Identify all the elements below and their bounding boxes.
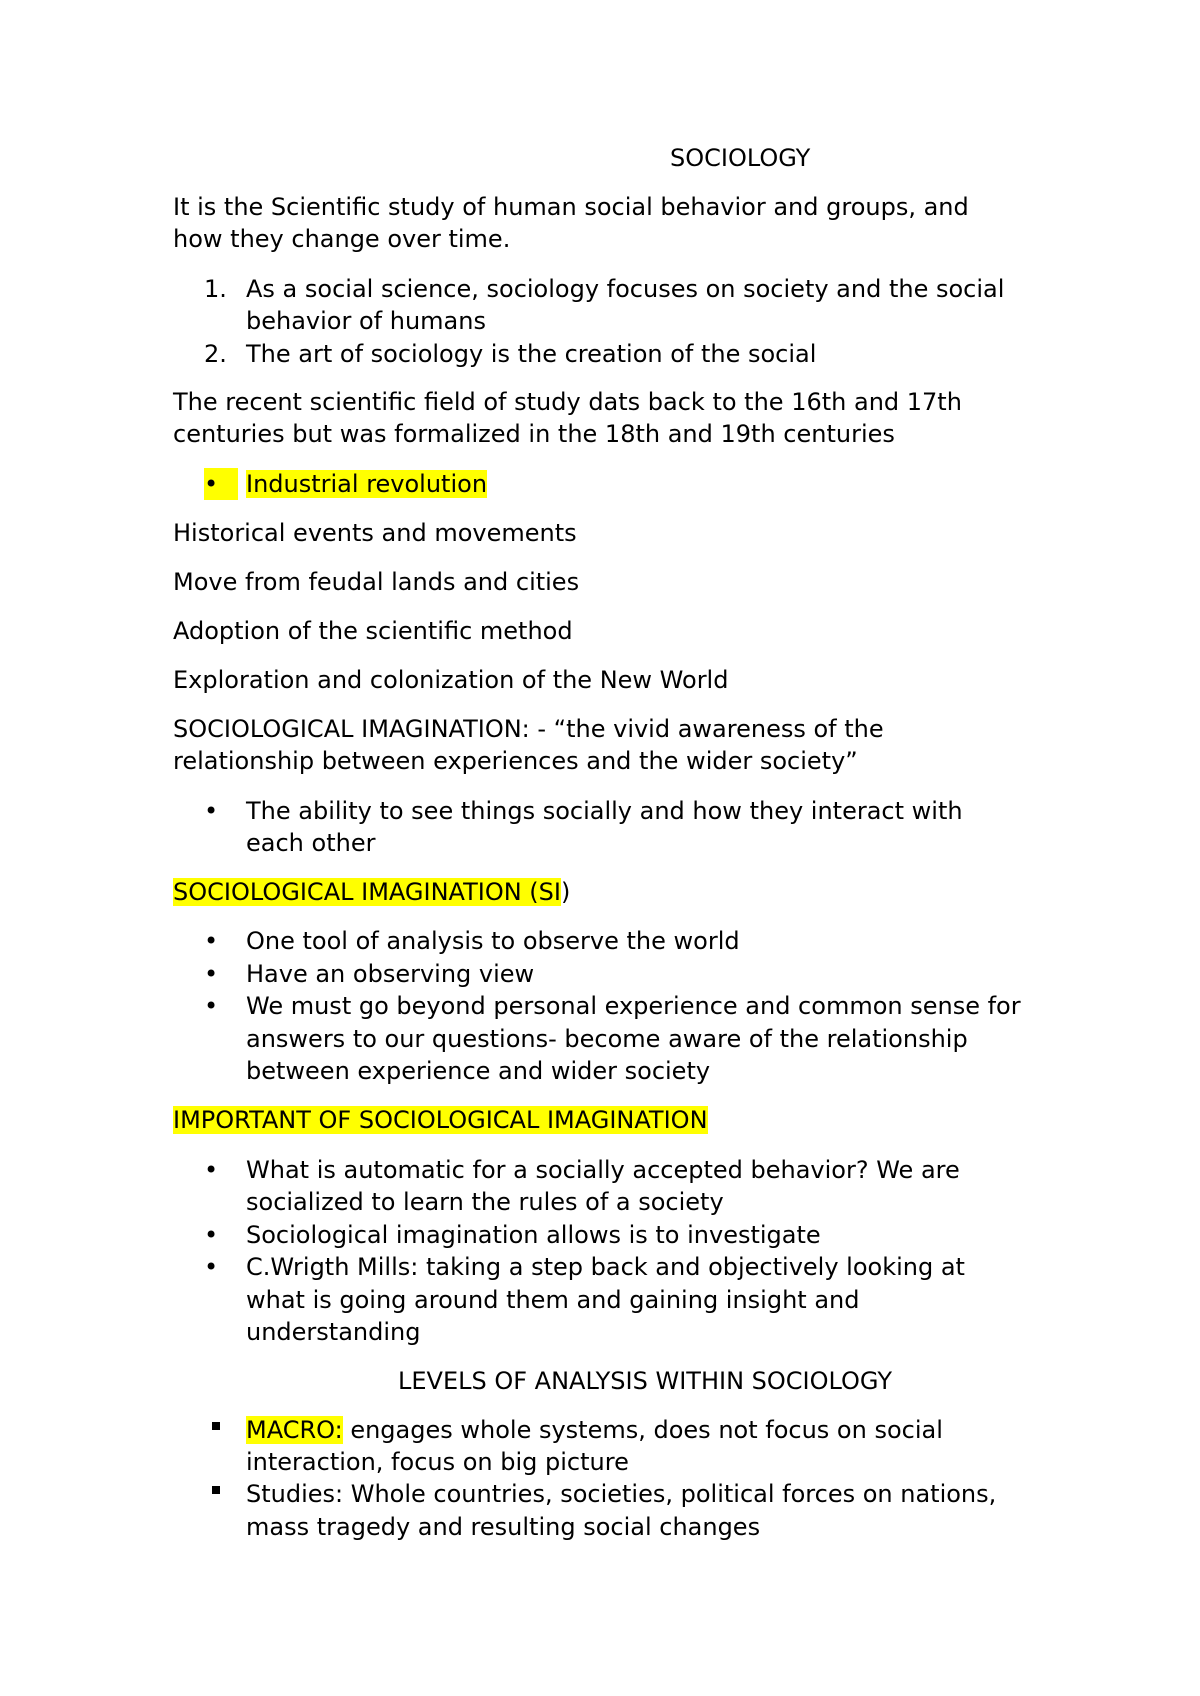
macro-text: engages whole systems, does not focus on social <box>342 1416 943 1444</box>
list-item-continuation: answers to our questions- become aware of the relationship <box>246 1025 968 1053</box>
list-number-1: 1. <box>204 275 227 303</box>
numbered-item-1-line-1: As a social science, sociology focuses on society and the social <box>246 275 1005 303</box>
numbered-item-2-line-1: The art of sociology is the creation of the social <box>246 340 817 368</box>
si-definition-line-2: relationship between experiences and the wider society” <box>173 747 858 775</box>
list-item-macro-line-2: interaction, focus on big picture <box>246 1448 629 1476</box>
list-item-macro-line-1 <box>246 1414 943 1446</box>
list-item-studies-line-2: mass tragedy and resulting social changes <box>246 1513 761 1541</box>
list-item-continuation: understanding <box>246 1318 421 1346</box>
history-line-2: centuries but was formalized in the 18th and 19th centuries <box>173 420 895 448</box>
list-item-studies-line-1: Studies: Whole countries, societies, political forces on nations, <box>246 1480 997 1508</box>
list-item-continuation: between experience and wider society <box>246 1057 711 1085</box>
list-item-continuation: socialized to learn the rules of a society <box>246 1188 724 1216</box>
list-item-industrial-revolution <box>246 468 487 500</box>
importance-heading-highlighted: IMPORTANT OF SOCIOLOGICAL IMAGINATION <box>173 1106 708 1134</box>
definition-line-2: how they change over time. <box>173 225 511 253</box>
paragraph-scientific-method: Adoption of the scientific method <box>173 617 573 645</box>
square-bullet-icon <box>212 1422 220 1430</box>
square-bullet-icon <box>212 1486 220 1494</box>
numbered-item-1-line-2: behavior of humans <box>246 307 486 335</box>
document-title: SOCIOLOGY <box>670 144 811 172</box>
list-item: We must go beyond personal experience and common sense for <box>246 992 1021 1020</box>
paragraph-historical-events: Historical events and movements <box>173 519 577 547</box>
list-item: What is automatic for a socially accepted behavior? We are <box>246 1156 960 1184</box>
bullet-marker: • <box>204 1253 219 1281</box>
list-item: Have an observing view <box>246 960 535 988</box>
history-line-1: The recent scientific field of study dats back to the 16th and 17th <box>173 388 962 416</box>
bullet-marker: • <box>204 927 219 955</box>
si-heading-tail: ) <box>560 878 571 906</box>
macro-label: MACRO: <box>246 1416 343 1444</box>
list-item: One tool of analysis to observe the world <box>246 927 740 955</box>
importance-heading <box>173 1104 708 1136</box>
si-definition-line-1: SOCIOLOGICAL IMAGINATION: - “the vivid awareness of the <box>173 715 884 743</box>
levels-heading: LEVELS OF ANALYSIS WITHIN SOCIOLOGY <box>398 1367 892 1395</box>
list-number-2: 2. <box>204 340 227 368</box>
list-item-continuation: what is going around them and gaining insight and <box>246 1286 860 1314</box>
paragraph-exploration: Exploration and colonization of the New World <box>173 666 729 694</box>
bullet-marker: • <box>204 1221 219 1249</box>
list-item: C.Wrigth Mills: taking a step back and objectively looking at <box>246 1253 965 1281</box>
bullet-marker: • <box>204 1156 219 1184</box>
bullet-marker: • <box>204 468 238 500</box>
si-heading-highlighted: SOCIOLOGICAL IMAGINATION (SI <box>173 878 561 906</box>
list-item: Sociological imagination allows is to investigate <box>246 1221 821 1249</box>
paragraph-feudal-lands: Move from feudal lands and cities <box>173 568 580 596</box>
bullet-marker: • <box>204 992 219 1020</box>
si-heading <box>173 876 570 908</box>
highlighted-text: Industrial revolution <box>246 470 488 498</box>
bullet-marker: • <box>204 797 219 825</box>
list-item-ability-line-1: The ability to see things socially and how they interact with <box>246 797 963 825</box>
list-item-ability-line-2: each other <box>246 829 376 857</box>
bullet-marker: • <box>204 960 219 988</box>
definition-line-1: It is the Scientific study of human social behavior and groups, and <box>173 193 969 221</box>
